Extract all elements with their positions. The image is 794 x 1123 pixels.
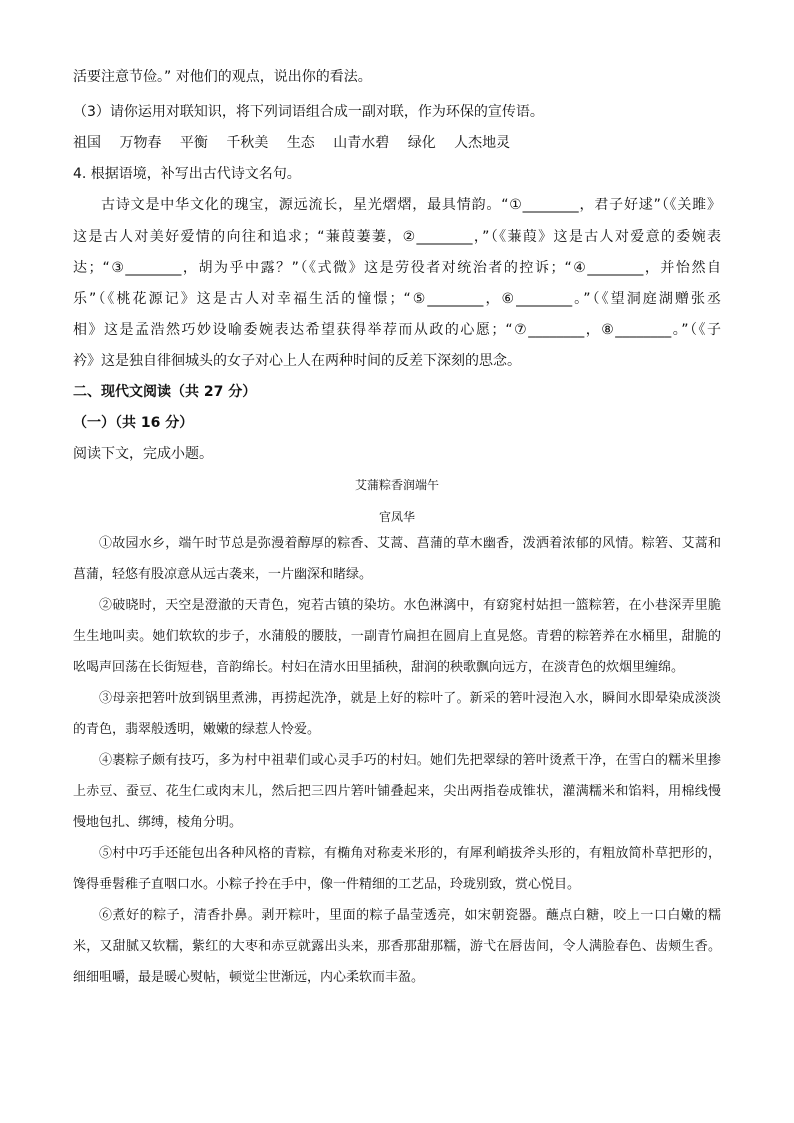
couplet-word: 千秋美 xyxy=(226,135,269,151)
question-3-part-3: （3）请你运用对联知识，将下列词语组合成一副对联，作为环保的宣传语。 xyxy=(73,104,544,120)
couplet-word: 绿化 xyxy=(407,135,436,151)
poem-fill-line: 乐”（《桃花源记》这是古人对幸福生活的憧憬；“⑤________，⑥________。”（《望洞庭湖赠张丞 xyxy=(73,291,721,307)
article-paragraph: ③母亲把箬叶放到锅里煮沸，再捞起洗净，就是上好的粽叶了。新采的箬叶浸泡入水，瞬间水即晕染成淡淡的青色，翡翠般透明，嫩嫩的绿惹人怜爱。 xyxy=(73,691,721,737)
couplet-word-list xyxy=(73,132,524,152)
question-3-continuation: 活要注意节俭。” 对他们的观点，说出你的看法。 xyxy=(73,69,372,85)
couplet-word: 人杰地灵 xyxy=(454,135,511,151)
article-body xyxy=(73,528,721,993)
section-heading: 二、现代文阅读（共 27 分） xyxy=(73,384,257,400)
couplet-word: 山青水碧 xyxy=(333,135,390,151)
couplet-word: 万物春 xyxy=(119,135,162,151)
poem-fill-line: 这是古人对美好爱情的向往和追求；“蒹葭萋萋，②________，”（《蒹葭》这是古人对爱意的委婉表 xyxy=(73,229,721,245)
poem-fill-line: 古诗文是中华文化的瑰宝，源远流长，星光熠熠，最具情韵。“①________，君子好逑”（《关雎》 xyxy=(101,197,721,213)
couplet-word: 平衡 xyxy=(179,135,208,151)
couplet-word: 生态 xyxy=(286,135,315,151)
article-paragraph: ①故园水乡，端午时节总是弥漫着醇厚的粽香、艾蒿、菖蒲的草木幽香，泼洒着浓郁的风情。粽箬、艾蒿和菖蒲，轻悠有股凉意从远古袭来，一片幽深和睹绿。 xyxy=(73,536,721,582)
question-4-title: 4. 根据语境，补写出古代诗文名句。 xyxy=(73,166,301,182)
reading-instruction: 阅读下文，完成小题。 xyxy=(73,446,213,462)
article-paragraph: ⑥煮好的粽子，清香扑鼻。剥开粽叶，里面的粽子晶莹透亮，如宋朝瓷器。蘸点白糖，咬上一口白嫩的糯米，又甜腻又软糯，紫红的大枣和赤豆就露出头来，那香那甜那糯，游弋在唇齿间，令人满脸春色、齿颊生香。细细咀嚼，最是暖心熨帖，顿觉尘世渐远，内心柔软而丰盈。 xyxy=(73,908,721,985)
article-title: 艾蒲粽香润端午 xyxy=(354,478,439,492)
article-author: 官凤华 xyxy=(378,510,415,524)
article-paragraph: ⑤村中巧手还能包出各种风格的青粽，有椭角对称麦米形的，有犀利峭拔斧头形的，有粗放简朴草把形的，馋得垂髫稚子直咽口水。小粽子拎在手中，像一件精细的工艺品，玲珑别致，赏心悦目。 xyxy=(73,846,721,892)
article-paragraph: ④裹粽子颇有技巧，多为村中祖辈们或心灵手巧的村妇。她们先把翠绿的箬叶烫煮干净，在雪白的糯米里掺上赤豆、蚕豆、花生仁或肉末儿，然后把三四片箬叶铺叠起来，尖出两指卷成锥状，灌满糯米和馅料，用棉线慢慢地包扎、绑缚，棱角分明。 xyxy=(73,753,721,830)
poem-fill-line: 相》这是孟浩然巧妙设喻委婉表达希望获得举荐而从政的心愿；“⑦________，⑧________。”（《子 xyxy=(73,322,721,338)
poem-fill-line: 达；“③________，胡为乎中露？”（《式微》这是劳役者对统治者的控诉；“④________，并怡然自 xyxy=(73,260,721,276)
couplet-word: 祖国 xyxy=(73,135,101,151)
article-paragraph: ②破晓时，天空是澄澈的天青色，宛若古镇的染坊。水色淋漓中，有窈窕村姑担一篮粽箬，在小巷深弄里脆生生地叫卖。她们软软的步子，水蒲般的腰肢，一副青竹扁担在圆肩上直晃悠。青碧的粽箬养在水桶里，甜脆的吆喝声回荡在长街短巷，音韵绵长。村妇在清水田里插秧，甜润的秧歌飘向远方，在淡青色的炊烟里缠绵。 xyxy=(73,598,721,675)
poem-fill-line: 衿》这是独自徘徊城头的女子对心上人在两种时间的反差下深刻的思念。 xyxy=(73,353,521,369)
subsection-heading: （一）（共 16 分） xyxy=(73,415,194,431)
